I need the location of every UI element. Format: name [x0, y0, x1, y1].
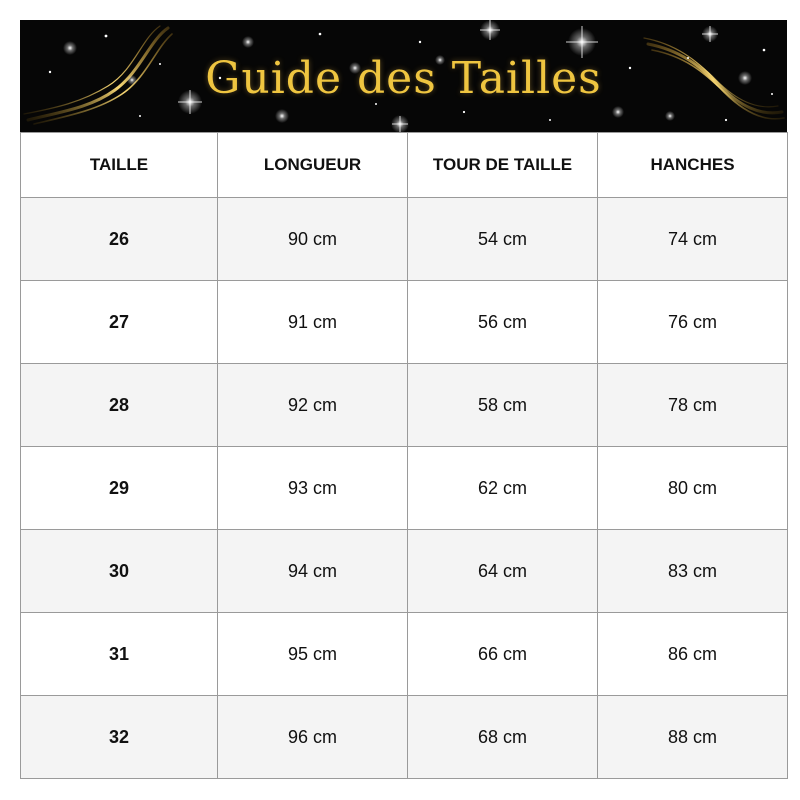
- size-table: [20, 132, 788, 779]
- page-title: Guide des Tailles: [205, 52, 602, 104]
- hips-cell: 76 cm: [598, 281, 788, 364]
- title-banner: [20, 20, 787, 132]
- table-header-row: [21, 133, 788, 198]
- size-cell: 29: [21, 447, 218, 530]
- size-guide: [20, 20, 787, 773]
- waist-cell: 56 cm: [408, 281, 598, 364]
- table-row: [21, 198, 788, 281]
- hips-cell: 83 cm: [598, 530, 788, 613]
- waist-cell: 66 cm: [408, 613, 598, 696]
- column-header-length: LONGUEUR: [218, 133, 408, 198]
- length-cell: 94 cm: [218, 530, 408, 613]
- size-cell: 28: [21, 364, 218, 447]
- length-cell: 96 cm: [218, 696, 408, 779]
- size-cell: 30: [21, 530, 218, 613]
- table-row: [21, 447, 788, 530]
- column-header-size: TAILLE: [21, 133, 218, 198]
- column-header-waist: TOUR DE TAILLE: [408, 133, 598, 198]
- length-cell: 95 cm: [218, 613, 408, 696]
- hips-cell: 86 cm: [598, 613, 788, 696]
- size-cell: 26: [21, 198, 218, 281]
- column-header-hips: HANCHES: [598, 133, 788, 198]
- size-cell: 32: [21, 696, 218, 779]
- waist-cell: 58 cm: [408, 364, 598, 447]
- hips-cell: 78 cm: [598, 364, 788, 447]
- size-cell: 31: [21, 613, 218, 696]
- table-row: [21, 281, 788, 364]
- hips-cell: 88 cm: [598, 696, 788, 779]
- hips-cell: 80 cm: [598, 447, 788, 530]
- length-cell: 90 cm: [218, 198, 408, 281]
- hips-cell: 74 cm: [598, 198, 788, 281]
- table-row: [21, 364, 788, 447]
- table-row: [21, 696, 788, 779]
- length-cell: 93 cm: [218, 447, 408, 530]
- size-cell: 27: [21, 281, 218, 364]
- length-cell: 92 cm: [218, 364, 408, 447]
- waist-cell: 54 cm: [408, 198, 598, 281]
- table-row: [21, 613, 788, 696]
- waist-cell: 64 cm: [408, 530, 598, 613]
- table-row: [21, 530, 788, 613]
- length-cell: 91 cm: [218, 281, 408, 364]
- waist-cell: 62 cm: [408, 447, 598, 530]
- waist-cell: 68 cm: [408, 696, 598, 779]
